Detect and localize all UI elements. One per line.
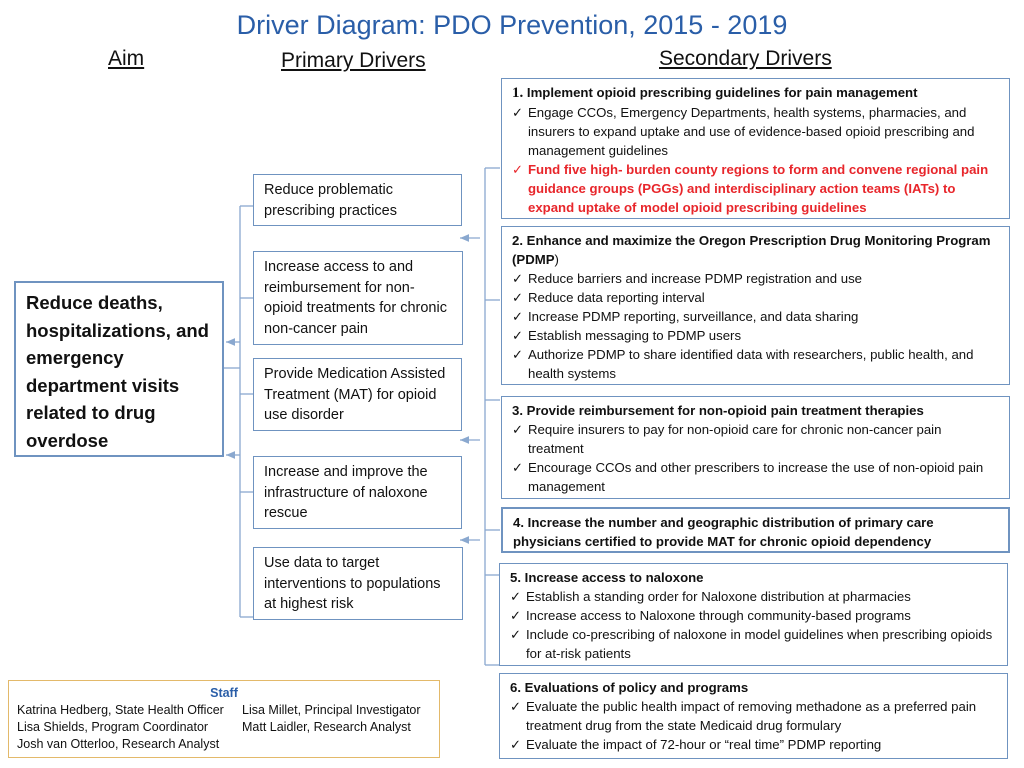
check-icon: ✓ bbox=[510, 589, 522, 604]
aim-box bbox=[14, 281, 224, 457]
secondary-number: 1. bbox=[512, 85, 524, 101]
check-icon: ✓ bbox=[512, 162, 524, 177]
primary-driver-5 bbox=[253, 547, 463, 620]
list-item: ✓ Authorize PDMP to share identified data with researchers, public health, and health systems bbox=[512, 347, 974, 381]
primary-driver-text: Use data to target interventions to populations at highest risk bbox=[264, 555, 441, 612]
check-icon: ✓ bbox=[510, 737, 522, 752]
page-title: Driver Diagram: PDO Prevention, 2015 - 2019 bbox=[236, 10, 788, 40]
staff-member: Josh van Otterloo, Research Analyst bbox=[17, 737, 220, 751]
list-item: ✓ Encourage CCOs and other prescribers to increase the use of non-opioid pain management bbox=[512, 460, 984, 494]
list-item: ✓ Include co-prescribing of naloxone in model guidelines when prescribing opioids for at-risk patients bbox=[510, 627, 993, 661]
primary-driver-2 bbox=[253, 251, 463, 345]
secondary-heading-text: Implement opioid prescribing guidelines for pain management bbox=[526, 85, 918, 100]
staff-member: Lisa Millet, Principal Investigator bbox=[242, 703, 421, 717]
staff-box bbox=[8, 680, 440, 758]
staff-title: Staff bbox=[210, 686, 238, 700]
secondary-driver-2 bbox=[501, 226, 1010, 385]
secondary-heading: 5. Increase access to naloxone bbox=[510, 570, 704, 585]
check-icon: ✓ bbox=[510, 699, 522, 714]
staff-member: Katrina Hedberg, State Health Officer bbox=[17, 703, 224, 717]
check-icon: ✓ bbox=[512, 347, 524, 362]
secondary-heading: 4. Increase the number and geographic distribution of primary care physicians certified to provide MAT for chronic opioid dependency bbox=[513, 515, 934, 549]
secondary-driver-4 bbox=[501, 507, 1010, 553]
primary-driver-text: Increase and improve the infrastructure of naloxone rescue bbox=[264, 464, 428, 521]
primary-drivers-header: Primary Drivers bbox=[281, 49, 426, 72]
list-item: ✓ Engage CCOs, Emergency Departments, health systems, pharmacies, and insurers to expand uptake and use of evidence-based opioid prescribing and management guidelines bbox=[512, 105, 975, 158]
secondary-heading: 3. Provide reimbursement for non-opioid pain treatment therapies bbox=[512, 403, 924, 418]
staff-member: Matt Laidler, Research Analyst bbox=[242, 720, 411, 734]
list-item: ✓ Increase access to Naloxone through community-based programs bbox=[510, 608, 911, 623]
list-item: ✓ Require insurers to pay for non-opioid care for chronic non-cancer pain treatment bbox=[512, 422, 942, 456]
list-item: ✓ Evaluate the impact of 72-hour or “real time” PDMP reporting bbox=[510, 737, 882, 752]
list-item-highlighted: ✓ Fund five high- burden county regions to form and convene regional pain guidance groups (PGGs) and interdisciplinary action teams (IATs) to expand uptake of model opioid prescribing guidelines bbox=[512, 162, 989, 215]
secondary-drivers-header: Secondary Drivers bbox=[659, 47, 832, 70]
primary-driver-1 bbox=[253, 174, 462, 226]
list-item: ✓ Reduce barriers and increase PDMP registration and use bbox=[512, 271, 863, 286]
check-icon: ✓ bbox=[512, 328, 524, 343]
check-icon: ✓ bbox=[510, 608, 522, 623]
secondary-driver-1 bbox=[501, 78, 1010, 219]
secondary-driver-3 bbox=[501, 396, 1010, 499]
staff-row bbox=[17, 702, 431, 719]
primary-driver-4 bbox=[253, 456, 462, 529]
list-item: ✓ Establish a standing order for Naloxone distribution at pharmacies bbox=[510, 589, 911, 604]
list-item: ✓ Establish messaging to PDMP users bbox=[512, 328, 742, 343]
primary-driver-3 bbox=[253, 358, 462, 431]
staff-row bbox=[17, 736, 431, 753]
aim-column-header: Aim bbox=[108, 47, 145, 70]
secondary-heading: 2. Enhance and maximize the Oregon Prescription Drug Monitoring Program (PDMP) bbox=[512, 233, 991, 267]
list-item: ✓ Evaluate the public health impact of removing methadone as a preferred pain treatment drug from the state Medicaid drug formulary bbox=[510, 699, 977, 733]
staff-member: Lisa Shields, Program Coordinator bbox=[17, 720, 209, 734]
secondary-driver-6 bbox=[499, 673, 1008, 759]
primary-driver-text: Provide Medication Assisted Treatment (MAT) for opioid use disorder bbox=[264, 366, 446, 423]
secondary-heading: 6. Evaluations of policy and programs bbox=[510, 680, 749, 695]
staff-row bbox=[17, 719, 431, 736]
secondary-heading bbox=[512, 83, 999, 103]
check-icon: ✓ bbox=[512, 460, 524, 475]
secondary-driver-5 bbox=[499, 563, 1008, 666]
check-icon: ✓ bbox=[512, 271, 524, 286]
primary-driver-text: Increase access to and reimbursement for non-opioid treatments for chronic non-cancer pain bbox=[264, 259, 447, 337]
check-icon: ✓ bbox=[512, 105, 524, 120]
aim-text: Reduce deaths, hospitalizations, and emergency department visits related to drug overdose bbox=[26, 292, 209, 451]
check-icon: ✓ bbox=[512, 422, 524, 437]
list-item: ✓ Reduce data reporting interval bbox=[512, 290, 705, 305]
check-icon: ✓ bbox=[510, 627, 522, 642]
check-icon: ✓ bbox=[512, 309, 524, 324]
check-icon: ✓ bbox=[512, 290, 524, 305]
list-item: ✓ Increase PDMP reporting, surveillance, and data sharing bbox=[512, 309, 859, 324]
primary-driver-text: Reduce problematic prescribing practices bbox=[264, 182, 397, 219]
